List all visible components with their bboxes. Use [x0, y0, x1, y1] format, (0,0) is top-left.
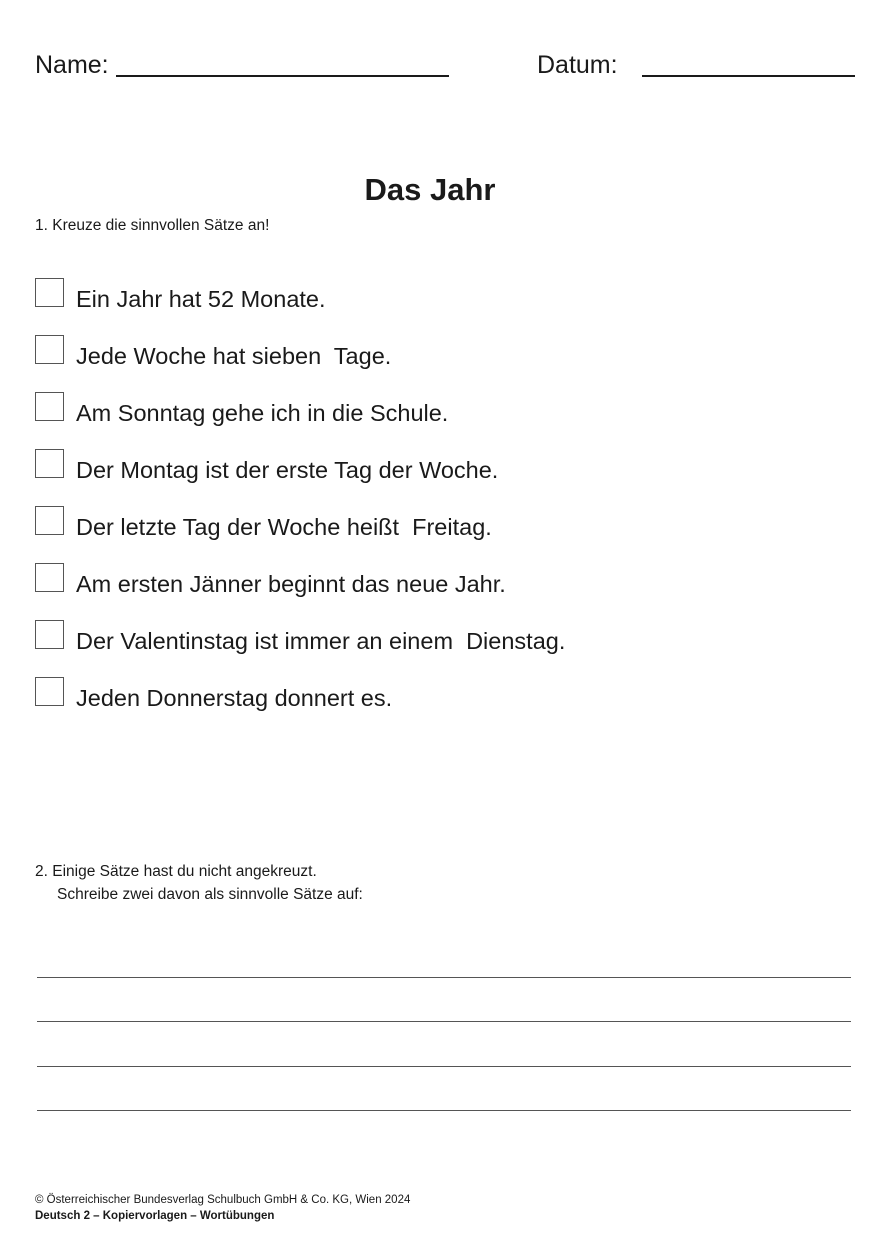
writing-line[interactable]: [37, 977, 851, 978]
task2-instruction-line1: 2. Einige Sätze hast du nicht angekreuzt.: [35, 863, 317, 880]
list-item: [35, 449, 498, 481]
item-text: Ein Jahr hat 52 Monate.: [76, 286, 326, 312]
checkbox[interactable]: [35, 563, 64, 592]
list-item: [35, 563, 506, 595]
page-title: Das Jahr: [364, 172, 496, 207]
list-item: [35, 335, 391, 367]
date-line[interactable]: [642, 75, 855, 77]
name-line[interactable]: [116, 75, 449, 77]
checkbox[interactable]: [35, 620, 64, 649]
checkbox[interactable]: [35, 449, 64, 478]
writing-line[interactable]: [37, 1066, 851, 1067]
task1-instruction: 1. Kreuze die sinnvollen Sätze an!: [35, 217, 270, 234]
writing-line[interactable]: [37, 1110, 851, 1111]
list-item: [35, 506, 492, 538]
checkbox[interactable]: [35, 506, 64, 535]
checkbox[interactable]: [35, 335, 64, 364]
list-item: [35, 677, 392, 709]
checkbox[interactable]: [35, 392, 64, 421]
item-text: Der Valentinstag ist immer an einem Dienstag.: [76, 628, 566, 654]
footer-series: Deutsch 2 – Kopiervorlagen – Wortübungen: [35, 1210, 275, 1222]
item-text: Der Montag ist der erste Tag der Woche.: [76, 457, 499, 483]
footer-copyright: © Österreichischer Bundesverlag Schulbuch GmbH & Co. KG, Wien 2024: [35, 1194, 411, 1206]
checkbox[interactable]: [35, 677, 64, 706]
item-text: Jeden Donnerstag donnert es.: [76, 685, 393, 711]
list-item: [35, 278, 326, 310]
list-item: [35, 392, 448, 424]
item-text: Am ersten Jänner beginnt das neue Jahr.: [76, 571, 506, 597]
name-label: Name:: [35, 51, 109, 79]
checkbox[interactable]: [35, 278, 64, 307]
list-item: [35, 620, 565, 652]
writing-line[interactable]: [37, 1021, 851, 1022]
item-text: Am Sonntag gehe ich in die Schule.: [76, 400, 449, 426]
date-label: Datum:: [537, 51, 618, 79]
task2-instruction-line2: Schreibe zwei davon als sinnvolle Sätze auf:: [57, 886, 363, 903]
item-text: Der letzte Tag der Woche heißt Freitag.: [76, 514, 492, 540]
item-text: Jede Woche hat sieben Tage.: [76, 343, 392, 369]
